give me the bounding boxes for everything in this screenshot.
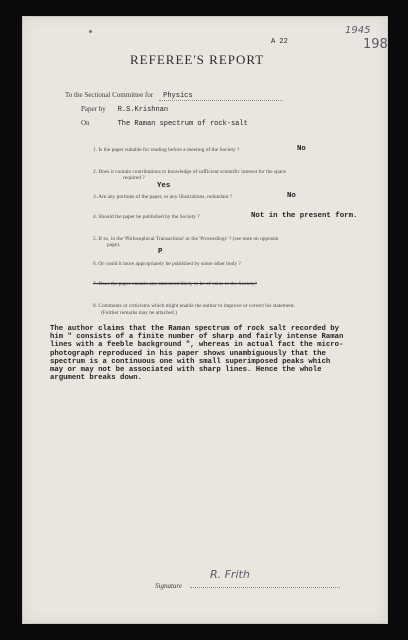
question-4: 4. Should the paper be published by the Society ? (93, 214, 200, 220)
signature-line (155, 568, 340, 593)
question-5: 5. If so, in the 'Philosophical Transactions' or the 'Proceedings' ? (see note on opposite (93, 236, 279, 242)
pin-mark (89, 30, 92, 33)
reference-code: A 22 (271, 38, 288, 46)
paper-by-value: R.S.Krishnan (117, 106, 169, 114)
on-line (81, 112, 248, 130)
question-2-cont: required ? (123, 175, 145, 181)
question-7-struck: 7. Does the paper contain any statement likely to be of value to the Society? (93, 281, 257, 287)
answer-4: Not in the present form. (251, 212, 358, 220)
comment-line: argument breaks down. (50, 374, 142, 383)
question-1: 1. Is the paper suitable for reading before a meeting of the Society ? (93, 147, 240, 153)
answer-2: Yes (157, 182, 171, 190)
page-title: REFEREE'S REPORT (130, 52, 265, 67)
question-3: 3. Are any portions of the paper, or any illustrations, redundant ? (93, 194, 233, 200)
handwritten-number: 198 (363, 37, 388, 52)
question-8: 8. Comments or criticisms which might enable the author to improve or correct his statement. (93, 303, 295, 309)
signature-field (190, 568, 340, 588)
referee-comments (50, 325, 343, 382)
on-label: On (81, 119, 90, 127)
comment-line: photograph reproduced in his paper shows unambiguously that the (50, 349, 326, 358)
handwritten-year: 1945 (345, 25, 371, 36)
answer-5: P (158, 248, 163, 256)
comment-line: The author claims that the Raman spectrum of rock salt recorded by (50, 325, 340, 333)
comment-line: lines with a feeble background ", whereas in actual fact the micro- (50, 341, 344, 350)
question-2: 2. Does it contain contributions to knowledge of sufficient scientific interest for the space (93, 169, 287, 175)
handwritten-signature: R. Frith (209, 568, 250, 581)
committee-label: To the Sectional Committee for (65, 91, 154, 99)
answer-1: No (297, 145, 306, 153)
question-8-cont: (Further remarks may be attached.) (101, 310, 177, 316)
question-5-cont: page). (107, 242, 121, 248)
on-value: The Raman spectrum of rock-salt (117, 120, 248, 128)
signature-label: Signature (155, 582, 182, 590)
report-sheet (22, 16, 388, 624)
comment-line: him " consists of a finite number of sharp and fairly intense Raman (50, 333, 344, 342)
comment-line: spectrum is a continuous one with small superimposed peaks which (50, 357, 331, 366)
paper-by-label: Paper by (81, 105, 106, 113)
comment-line: may or may not be associated with sharp lines. Hence the whole (50, 366, 322, 375)
committee-value: Physics (159, 92, 283, 101)
answer-3: No (287, 192, 296, 200)
question-6: 6. Or could it more appropriately be published by some other body ? (93, 261, 241, 267)
